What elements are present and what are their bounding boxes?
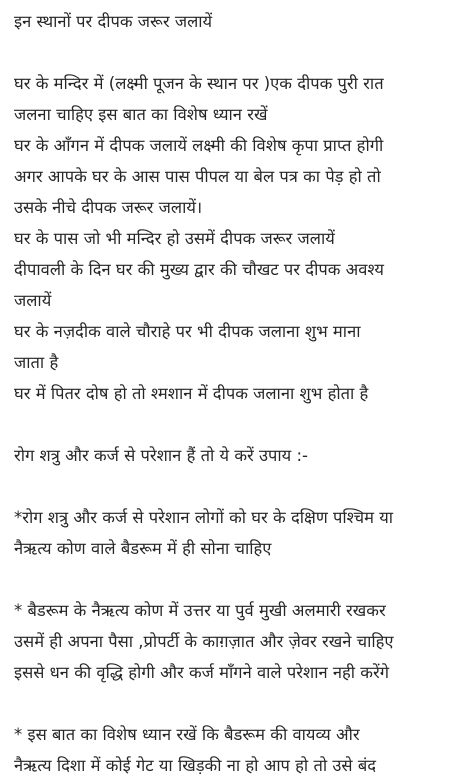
text-line: दीपावली के दिन घर की मुख्य द्वार की चौखट पर दीपक अवश्य: [14, 260, 384, 279]
text-line: घर के पास जो भी मन्दिर हो उसमें दीपक जरूर जलायें: [14, 229, 335, 248]
text-line: उसमें ही अपना पैसा ,प्रोपर्टी के काग़ज़ात और ज़ेवर रखने चाहिए: [14, 632, 394, 651]
text-line: अगर आपके घर के आस पास पीपल या बेल पत्र का पेड़ हो तो: [14, 167, 381, 186]
text-line: घर के आँगन में दीपक जलायें लक्ष्मी की विशेष कृपा प्राप्त होगी: [14, 136, 384, 155]
document-body: [14, 6, 470, 781]
text-line: जाता है: [14, 353, 59, 372]
text-line: जलायें: [14, 291, 52, 310]
blank-line: [14, 409, 470, 440]
blank-line: [14, 564, 470, 595]
text-line: उसके नीचे दीपक जरूर जलायें।: [14, 198, 203, 217]
section-heading: इन स्थानों पर दीपक जरूर जलायें: [14, 12, 213, 31]
text-line: * इस बात का विशेष ध्यान रखें कि बैडरूम की वायव्य और: [14, 725, 360, 744]
blank-line: [14, 37, 470, 68]
text-line: इससे धन की वृद्धि होगी और कर्ज माँगने वाले परेशान नही करेंगे: [14, 663, 390, 682]
text-line: जलना चाहिए इस बात का विशेष ध्यान रखें: [14, 105, 268, 124]
text-line: नैऋत्य कोण वाले बैडरूम में ही सोना चाहिए: [14, 539, 272, 558]
text-line: घर के नज़दीक वाले चौराहे पर भी दीपक जलाना शुभ माना: [14, 322, 361, 341]
text-line: घर में पितर दोष हो तो श्मशान में दीपक जलाना शुभ होता है: [14, 384, 369, 403]
blank-line: [14, 471, 470, 502]
blank-line: [14, 688, 470, 719]
section-heading: रोग शत्रु और कर्ज से परेशान हैं तो ये करें उपाय :-: [14, 446, 309, 465]
text-line: * बैडरूम के नैऋत्य कोण में उत्तर या पुर्व मुखी अलमारी रखकर: [14, 601, 386, 620]
text-line: नैऋत्य दिशा में कोई गेट या खिड़की ना हो आप हो तो उसे बंद: [14, 756, 376, 775]
text-line: घर के मन्दिर में (लक्ष्मी पूजन के स्थान पर )एक दीपक पुरी रात: [14, 74, 384, 93]
text-line: *रोग शत्रु और कर्ज से परेशान लोगों को घर के दक्षिण पश्चिम या: [14, 508, 394, 527]
